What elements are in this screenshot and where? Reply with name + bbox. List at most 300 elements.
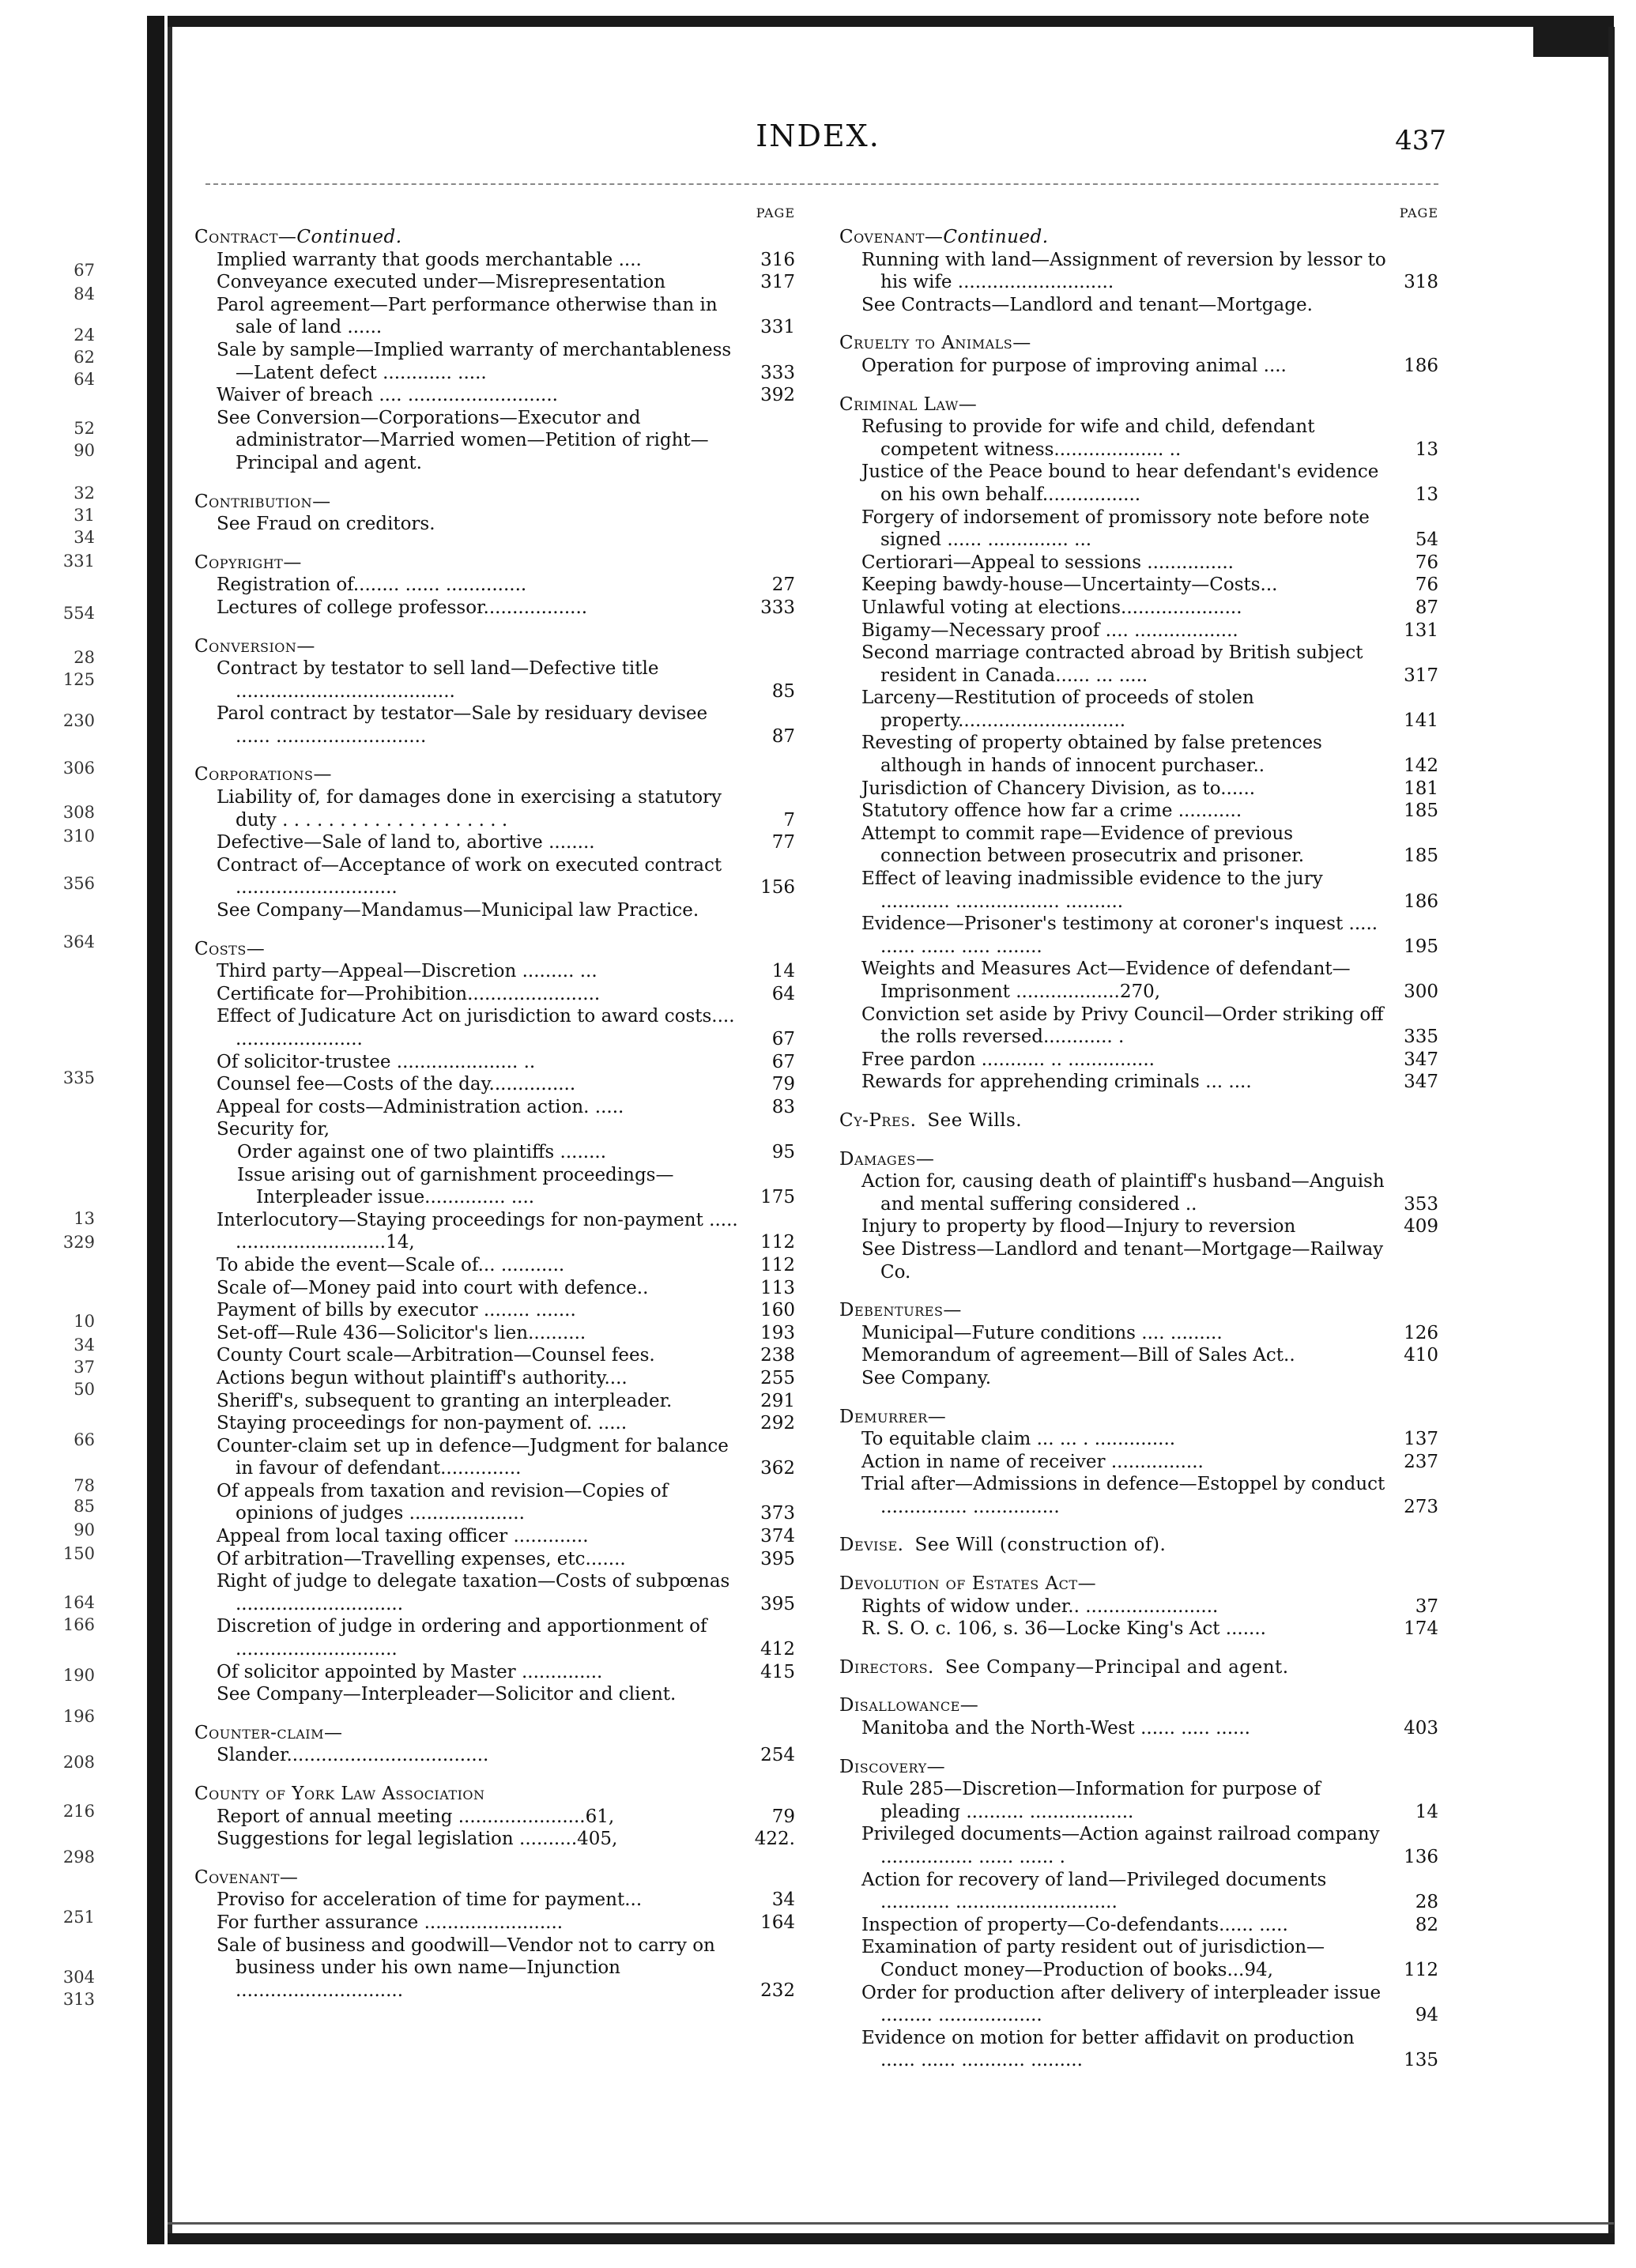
- index-heading: [194, 1783, 795, 1806]
- entry-text: Certificate for—Prohibition.......................: [217, 983, 601, 1004]
- scan-corner: [1533, 27, 1612, 57]
- entry-text: Action for recovery of land—Privileged documents ............ ............................: [861, 1869, 1327, 1913]
- entry-text: Action in name of receiver ................: [861, 1451, 1204, 1472]
- margin-number: 335: [62, 1068, 95, 1087]
- entry-page: 174: [1404, 1618, 1438, 1640]
- entry-text: Parol agreement—Part performance otherwise than in sale of land ......: [217, 294, 718, 338]
- index-entry: [194, 1164, 795, 1209]
- index-heading-text: Disallowance—: [839, 1695, 979, 1716]
- index-entry: [194, 1935, 795, 2002]
- entry-text: Refusing to provide for wife and child, defendant competent witness................... ..: [861, 416, 1315, 460]
- entry-page: 395: [760, 1548, 795, 1569]
- entry-text: See Conversion—Corporations—Executor and administrator—Married women—Petition of right—Principal and agent.: [217, 407, 709, 473]
- entry-text: To equitable claim ... ... . ..............: [861, 1429, 1176, 1450]
- entry-text: Certiorari—Appeal to sessions ...............: [861, 552, 1234, 573]
- margin-number: 84: [74, 284, 95, 303]
- margin-number: 164: [62, 1593, 95, 1612]
- section-gap: [194, 475, 795, 491]
- index-entry: [839, 1596, 1438, 1618]
- section-gap: [839, 1557, 1438, 1573]
- entry-page: 160: [760, 1300, 795, 1321]
- index-heading: [839, 1299, 1438, 1322]
- entry-page: 331: [760, 317, 795, 338]
- margin-number: 306: [62, 759, 95, 778]
- entry-text: Third party—Appeal—Discretion ......... ...: [217, 961, 597, 982]
- entry-page: 193: [760, 1322, 795, 1343]
- entry-page: 37: [1415, 1596, 1438, 1617]
- entry-text: Of solicitor appointed by Master ..............: [217, 1661, 603, 1682]
- index-heading-text: Cy-Pres.: [839, 1110, 917, 1131]
- index-entry: [839, 416, 1438, 461]
- entry-text: Running with land—Assignment of reversion by lessor to his wife ...........................: [861, 249, 1386, 293]
- index-entry: [839, 1367, 1438, 1390]
- entry-text: Lectures of college professor..................: [217, 597, 588, 618]
- entry-page: 83: [771, 1096, 795, 1117]
- section-gap: [839, 1641, 1438, 1656]
- index-entry: [839, 1215, 1438, 1238]
- margin-number: 31: [74, 506, 95, 525]
- heading-continued: Continued.: [943, 227, 1049, 247]
- entry-text: For further assurance ........................: [217, 1912, 564, 1933]
- index-entry: [839, 1451, 1438, 1474]
- index-entry: [839, 732, 1438, 777]
- entry-text: Attempt to commit rape—Evidence of previous connection between prosecutrix and prisoner.: [861, 823, 1305, 867]
- entry-page: 333: [760, 597, 795, 618]
- margin-number: 78: [74, 1476, 95, 1495]
- entry-text: Right of judge to delegate taxation—Costs of subpœnas .............................: [217, 1571, 730, 1614]
- index-heading: [194, 635, 795, 658]
- entry-page: 186: [1404, 355, 1438, 376]
- index-entry: [839, 2027, 1438, 2072]
- margin-number: 329: [62, 1233, 95, 1252]
- entry-page: 317: [1404, 665, 1438, 686]
- entry-text: Evidence—Prisoner's testimony at coroner's inquest ..... ...... ...... ..... ........: [861, 914, 1378, 957]
- section-gap: [194, 1706, 795, 1722]
- index-entry: [194, 339, 795, 384]
- section-gap: [839, 1132, 1438, 1148]
- entry-page: 255: [760, 1367, 795, 1388]
- entry-text: Slander...................................: [217, 1745, 489, 1766]
- scan-border-right: [1608, 27, 1615, 2244]
- index-heading-text: Contribution—: [194, 491, 331, 512]
- entry-text: Appeal for costs—Administration action. .....: [217, 1096, 624, 1117]
- index-entry: [194, 1548, 795, 1571]
- entry-page: 67: [771, 1029, 795, 1049]
- index-entry: [839, 1982, 1438, 2027]
- entry-text: Bigamy—Necessary proof .... ..................: [861, 620, 1238, 641]
- entry-text: County Court scale—Arbitration—Counsel fees.: [217, 1345, 655, 1366]
- index-entry: [839, 507, 1438, 552]
- index-heading-text: Covenant—: [839, 227, 944, 247]
- entry-text: Defective—Sale of land to, abortive ........: [217, 832, 595, 853]
- index-entry: [194, 1912, 795, 1935]
- entry-text: Of solicitor-trustee ..................... ..: [217, 1051, 536, 1072]
- entry-page: 94: [1415, 2005, 1438, 2026]
- entry-page: 14: [771, 961, 795, 982]
- index-entry: [194, 854, 795, 899]
- page-column-label: PAGE: [756, 205, 795, 220]
- entry-page: 409: [1404, 1216, 1438, 1238]
- index-entry: [194, 1661, 795, 1684]
- entry-text: Justice of the Peace bound to hear defendant's evidence on his own behalf.................: [861, 462, 1379, 505]
- entry-text: Memorandum of agreement—Bill of Sales Act..: [861, 1345, 1295, 1366]
- entry-text: Proviso for acceleration of time for payment...: [217, 1889, 643, 1911]
- entry-page: 82: [1415, 1914, 1438, 1935]
- entry-text: Registration of........ ...... ..............: [217, 575, 527, 596]
- entry-page: 112: [1404, 1959, 1438, 1980]
- index-heading: [194, 1722, 795, 1745]
- entry-page: 181: [1404, 778, 1438, 799]
- entry-text: Jurisdiction of Chancery Division, as to......: [861, 778, 1256, 799]
- entry-text: Examination of party resident out of jurisdiction—Conduct money—Production of books...94,: [861, 1937, 1325, 1980]
- entry-page: 238: [760, 1345, 795, 1366]
- entry-text: Rights of widow under.. .......................: [861, 1596, 1219, 1617]
- entry-text: Municipal—Future conditions .... .........: [861, 1322, 1223, 1343]
- entry-text: Weights and Measures Act—Evidence of defendant—Imprisonment ..................270,: [861, 959, 1351, 1002]
- index-entry: [194, 407, 795, 475]
- margin-number: 313: [62, 1990, 95, 2009]
- entry-text: See Company—Interpleader—Solicitor and client.: [217, 1684, 677, 1705]
- index-entry: [194, 1615, 795, 1660]
- page-header: [198, 119, 1446, 166]
- entry-page: 422.: [754, 1829, 795, 1850]
- entry-page: 164: [760, 1912, 795, 1933]
- margin-number: 62: [74, 348, 95, 367]
- index-entry: [194, 1570, 795, 1615]
- index-entry: [839, 597, 1438, 620]
- index-entry: [194, 271, 795, 294]
- entry-page: 126: [1404, 1322, 1438, 1343]
- entry-text: Counsel fee—Costs of the day...............: [217, 1074, 576, 1095]
- entry-text: Order for production after delivery of interpleader issue ......... ..................: [861, 1982, 1382, 2026]
- entry-text: Inspection of property—Co-defendants...... .....: [861, 1914, 1288, 1935]
- index-heading: [839, 1656, 1438, 1679]
- section-gap: [194, 536, 795, 552]
- margin-number: 90: [74, 441, 95, 460]
- index-heading: [194, 226, 795, 249]
- index-heading-text: Directors.: [839, 1656, 934, 1678]
- margin-number: 24: [74, 326, 95, 345]
- index-entry: [194, 513, 795, 536]
- entry-page: 142: [1404, 755, 1438, 777]
- entry-text: Issue arising out of garnishment proceedings—Interpleader issue.............. ....: [237, 1164, 674, 1208]
- entry-text: Effect of leaving inadmissible evidence to the jury ............ .................. ..........: [861, 868, 1323, 912]
- index-entry: [194, 983, 795, 1006]
- entry-page: 292: [760, 1413, 795, 1434]
- index-entry: [839, 913, 1438, 958]
- margin-number: 230: [62, 711, 95, 730]
- index-entry: [839, 868, 1438, 913]
- index-entry: [194, 1683, 795, 1706]
- entry-text: See Distress—Landlord and tenant—Mortgage—Railway Co.: [861, 1238, 1384, 1283]
- index-entry: [194, 1435, 795, 1480]
- margin-number: 310: [62, 827, 95, 846]
- index-entry: [839, 823, 1438, 868]
- section-gap: [194, 922, 795, 938]
- margin-number: 331: [62, 552, 95, 571]
- index-heading-text: Damages—: [839, 1148, 935, 1170]
- entry-text: Counter-claim set up in defence—Judgment for balance in favour of defendant..............: [217, 1435, 729, 1479]
- index-entry: [839, 1004, 1438, 1049]
- index-entry: [839, 1473, 1438, 1518]
- index-entry: [839, 1071, 1438, 1094]
- entry-page: 273: [1404, 1496, 1438, 1517]
- margin-number: 90: [74, 1520, 95, 1539]
- see-reference: See Company—Principal and agent.: [944, 1656, 1289, 1678]
- margin-number: 125: [62, 670, 95, 689]
- entry-page: 237: [1404, 1451, 1438, 1472]
- index-entry: [839, 294, 1438, 317]
- entry-page: 362: [760, 1458, 795, 1479]
- entry-page: 95: [771, 1141, 795, 1162]
- entry-page: 347: [1404, 1072, 1438, 1093]
- section-gap: [839, 1094, 1438, 1110]
- section-gap: [839, 1283, 1438, 1299]
- index-entry: [194, 831, 795, 854]
- entry-page: 13: [1415, 484, 1438, 505]
- entry-text: Sale by sample—Implied warranty of merchantableness—Latent defect ............ .....: [217, 339, 732, 383]
- entry-page: 13: [1415, 439, 1438, 460]
- entry-text: Trial after—Admissions in defence—Estoppel by conduct ............... ...............: [861, 1474, 1385, 1517]
- entry-text: Injury to property by flood—Injury to reversion: [861, 1216, 1296, 1238]
- index-entry: [194, 574, 795, 597]
- index-entry: [194, 249, 795, 272]
- index-entry: [839, 620, 1438, 642]
- index-heading: [194, 1867, 795, 1889]
- entry-page: 412: [760, 1639, 795, 1660]
- scan-border-bottom: [168, 2233, 1614, 2244]
- margin-number: 150: [62, 1544, 95, 1563]
- entry-page: 136: [1404, 1847, 1438, 1867]
- index-entry: [839, 1869, 1438, 1914]
- margin-number: 308: [62, 803, 95, 822]
- margin-number: 251: [62, 1908, 95, 1927]
- entry-page: 77: [771, 832, 795, 853]
- index-entry: [839, 461, 1438, 506]
- section-gap: [194, 748, 795, 763]
- section-gap: [839, 378, 1438, 394]
- entry-text: Unlawful voting at elections.....................: [861, 597, 1242, 618]
- entry-page: 232: [760, 1980, 795, 2001]
- index-entry: [839, 1344, 1438, 1367]
- entry-text: Rule 285—Discretion—Information for purpose of pleading .......... ..................: [861, 1779, 1321, 1822]
- index-entry: [194, 1277, 795, 1300]
- entry-page: 291: [760, 1390, 795, 1411]
- entry-page: 175: [760, 1187, 795, 1208]
- index-entry: [194, 703, 795, 748]
- entry-page: 28: [1415, 1892, 1438, 1913]
- entry-page: 353: [1404, 1193, 1438, 1215]
- section-gap: [194, 620, 795, 635]
- margin-number: 196: [62, 1707, 95, 1726]
- index-heading-text: Cruelty to Animals—: [839, 333, 1031, 354]
- entry-page: 186: [1404, 891, 1438, 912]
- index-entry: [839, 1238, 1438, 1283]
- index-entry: [839, 1428, 1438, 1451]
- margin-number: 28: [74, 648, 95, 667]
- index-entry: [839, 552, 1438, 575]
- see-reference: See Wills.: [927, 1110, 1023, 1131]
- index-entry: [194, 960, 795, 983]
- margin-number: 364: [62, 932, 95, 951]
- entry-text: Statutory offence how far a crime ...........: [861, 801, 1242, 822]
- entry-page: 392: [760, 385, 795, 406]
- index-heading-text: Copyright—: [194, 552, 302, 573]
- index-entry: [194, 597, 795, 620]
- entry-page: 156: [760, 877, 795, 899]
- entry-text: To abide the event—Scale of... ...........: [217, 1254, 565, 1275]
- entry-text: Larceny—Restitution of proceeds of stolen property.............................: [861, 688, 1254, 731]
- entry-page: 76: [1415, 552, 1438, 573]
- entry-text: Operation for purpose of improving animal ....: [861, 355, 1287, 376]
- entry-page: 374: [760, 1526, 795, 1547]
- index-heading: [839, 394, 1438, 416]
- index-entry: [194, 384, 795, 407]
- index-entry: [194, 1005, 795, 1050]
- entry-page: 373: [760, 1503, 795, 1524]
- section-gap: [839, 316, 1438, 332]
- entry-page: 347: [1404, 1049, 1438, 1070]
- index-entry: [194, 1412, 795, 1435]
- index-entry: [194, 786, 795, 831]
- margin-number: 67: [74, 261, 95, 280]
- margin-number: 34: [74, 528, 95, 547]
- index-entry: [194, 1299, 795, 1322]
- entry-page: 403: [1404, 1718, 1438, 1739]
- entry-page: 333: [760, 362, 795, 383]
- index-heading: [839, 1573, 1438, 1596]
- entry-text: Sale of business and goodwill—Vendor not to carry on business under his own name—Injunction .............................: [217, 1935, 715, 2001]
- entry-page: 395: [760, 1593, 795, 1614]
- index-entry: [194, 1322, 795, 1345]
- margin-number: 37: [74, 1358, 95, 1377]
- page-number: 437: [1395, 125, 1446, 156]
- index-heading: [194, 938, 795, 961]
- index-entry: [194, 1209, 795, 1254]
- entry-text: Order against one of two plaintiffs ........: [237, 1141, 607, 1162]
- entry-page: 113: [760, 1277, 795, 1298]
- entry-text: Implied warranty that goods merchantable ....: [217, 249, 642, 270]
- entry-page: 54: [1415, 529, 1438, 551]
- entry-page: 317: [760, 272, 795, 293]
- entry-page: 135: [1404, 2050, 1438, 2071]
- entry-text: Contract of—Acceptance of work on executed contract ............................: [217, 854, 722, 899]
- entry-text: Report of annual meeting ......................61,: [217, 1806, 615, 1827]
- index-entry: [839, 1914, 1438, 1937]
- index-entry: [839, 1936, 1438, 1981]
- entry-page: 34: [771, 1889, 795, 1911]
- entry-page: 410: [1404, 1345, 1438, 1366]
- index-entry: [839, 1170, 1438, 1215]
- index-heading: [839, 1148, 1438, 1171]
- entry-text: Rewards for apprehending criminals ... ....: [861, 1072, 1252, 1093]
- section-gap: [839, 1678, 1438, 1694]
- index-entry: [839, 778, 1438, 801]
- entry-text: Conviction set aside by Privy Council—Order striking off the rolls reversed............ .: [861, 1004, 1384, 1048]
- index-entry: [194, 1806, 795, 1829]
- entry-text: Of appeals from taxation and revision—Copies of opinions of judges ....................: [217, 1480, 669, 1524]
- margin-number: 554: [62, 604, 95, 623]
- index-entry: [194, 1344, 795, 1367]
- margin-number: 64: [74, 370, 95, 389]
- entry-text: Suggestions for legal legislation ..........405,: [217, 1829, 618, 1850]
- header-rule: [205, 183, 1438, 185]
- index-entry: [839, 249, 1438, 294]
- entry-page: 112: [760, 1232, 795, 1253]
- index-heading: [839, 1534, 1438, 1557]
- entry-page: 112: [760, 1254, 795, 1275]
- index-heading: [839, 332, 1438, 355]
- index-heading: [839, 1406, 1438, 1429]
- entry-text: Forgery of indorsement of promissory note before note signed ...... .............. ...: [861, 507, 1370, 551]
- entry-page: 87: [1415, 597, 1438, 618]
- binding-edge-inner: [168, 16, 172, 2244]
- margin-number: 10: [74, 1312, 95, 1331]
- entry-text: Appeal from local taxing officer .............: [217, 1526, 589, 1547]
- margin-number: 356: [62, 874, 95, 893]
- index-heading: [839, 1694, 1438, 1717]
- entry-page: 415: [760, 1661, 795, 1682]
- margin-number: 66: [74, 1430, 95, 1449]
- entry-page: 64: [771, 983, 795, 1004]
- index-entry: [194, 1254, 795, 1277]
- index-column-right: [839, 204, 1438, 2072]
- entry-text: Keeping bawdy-house—Uncertainty—Costs...: [861, 575, 1278, 596]
- entry-text: Payment of bills by executor ........ .......: [217, 1300, 576, 1321]
- entry-page: 137: [1404, 1429, 1438, 1450]
- index-entry: [839, 687, 1438, 732]
- entry-text: Conveyance executed under—Misrepresentation: [217, 272, 666, 293]
- entry-text: Action for, causing death of plaintiff's husband—Anguish and mental suffering considered ..: [861, 1171, 1385, 1215]
- index-entry: [194, 1073, 795, 1096]
- entry-text: Parol contract by testator—Sale by residuary devisee ...... ..........................: [217, 703, 708, 747]
- index-entry: [194, 1367, 795, 1390]
- entry-page: 195: [1404, 936, 1438, 957]
- index-heading: [194, 552, 795, 575]
- index-heading: [839, 226, 1438, 249]
- entry-text: Effect of Judicature Act on jurisdiction to award costs.... ......................: [217, 1006, 735, 1049]
- index-heading-text: Discovery—: [839, 1756, 946, 1777]
- section-gap: [839, 1390, 1438, 1406]
- margin-number: 52: [74, 419, 95, 438]
- entry-text: Liability of, for damages done in exercising a statutory duty . . . . . . . . . . . . . . . . . . . .: [217, 787, 722, 831]
- index-entry: [194, 1141, 795, 1164]
- section-gap: [194, 1851, 795, 1867]
- margin-number: 85: [74, 1497, 95, 1516]
- entry-text: Discretion of judge in ordering and apportionment of ............................: [217, 1616, 707, 1660]
- margin-number: 298: [62, 1848, 95, 1867]
- entry-text: See Company—Mandamus—Municipal law Practice.: [217, 900, 699, 921]
- index-entry: [194, 1525, 795, 1548]
- entry-page: 14: [1415, 1801, 1438, 1822]
- section-gap: [839, 1740, 1438, 1756]
- entry-text: Sheriff's, subsequent to granting an interpleader.: [217, 1390, 673, 1411]
- index-heading-text: Debentures—: [839, 1300, 962, 1321]
- entry-page: 300: [1404, 981, 1438, 1002]
- entry-text: Actions begun without plaintiff's authority....: [217, 1367, 628, 1388]
- index-entry: [194, 294, 795, 339]
- margin-number: 34: [74, 1336, 95, 1354]
- entry-page: 7: [783, 809, 795, 831]
- index-entry: [194, 899, 795, 922]
- heading-continued: Continued.: [296, 227, 402, 247]
- index-heading-text: Corporations—: [194, 764, 332, 786]
- entry-text: Security for,: [217, 1119, 330, 1140]
- entry-text: Of arbitration—Travelling expenses, etc.......: [217, 1548, 626, 1569]
- index-heading-text: Devise.: [839, 1535, 904, 1556]
- index-entry: [194, 1480, 795, 1525]
- entry-page: 76: [1415, 575, 1438, 596]
